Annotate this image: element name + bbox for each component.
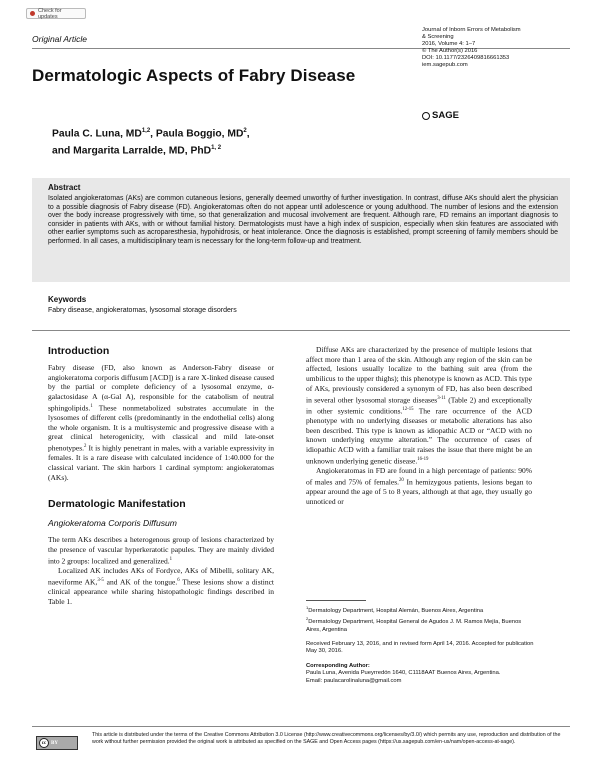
check-for-updates-badge[interactable] (26, 8, 86, 19)
update-icon (30, 11, 35, 16)
affiliation-2: $^2$Dermatology Department, Hospital General de Agudos J. M. Ramos Mejía, Buenos Aires, Argentina (306, 616, 522, 633)
journal-url[interactable]: iem.sagepub.com (422, 62, 468, 69)
corr-address: Paula Luna, Avenida Pueyrredón 1640, C1118AAT Buenos Aires, Argentina. (306, 670, 501, 677)
left-column (48, 345, 274, 606)
intro-paragraph: Fabry disease (FD, also known as Anderson-Fabry disease or angiokeratoma corporis diffusum [ACD]) is a rare X-linked disease caused by the partial or complete deficiency of a lysosomal enzyme, α-galactosidase A (α-Gal A), responsible for the catabolism of neutral sphingolipids.$^1$ These nonmetabolized substrates accumulate in the lysosomes of different cells (predominantly in the endothelial cells) along the whole organism. It is a multisystemic and progressive disease with a great clinical heterogenicity, with classical and mild late-onset phenotypes.$^2$ It is highly penetrant in males, with a variable expressivity in females. It is a rare disease with calculated incidence of 1:40.000 for the classical variant. The skin harbors 1 cardinal symptom: angiokeratomas (AKs). (48, 363, 274, 482)
manifest-heading: Dermatologic Manifestation (48, 498, 186, 511)
corr-email[interactable]: Email: paulacarolinaluna@gmail.com (306, 677, 402, 684)
footnote-rule (306, 600, 366, 601)
right-paragraph-1: Diffuse AKs are characterized by the presence of multiple lesions that affect more than 1 area of the skin. Although any region of the skin can be affected, lesions usually localize to the bathing suit area (from the umbilicus to the upper thighs); this phenotype is known as ACD. This type of AKs, previously considered a synonym of FD, has also been described in several other lysosomal storage diseases$^{3-11}$ (Table 2) and exceptionally in other systemic conditions.$^{12-15}$ The rare occurrence of the ACD phenotype with no underlying diseases or metabolic alterations has also been described. This type is known as idiopathic ACD or “ACD with no known underlying enzyme alteration.” The occurrence of cases of idiopathic ACD with a familiar trait raises the issue that there might be an unknown underlying genetic disease.$^{16-19}$ (306, 345, 532, 466)
journal-line: 2016, Volume 4: 1–7 (422, 41, 476, 48)
sage-logo-icon (422, 112, 430, 120)
journal-line: & Screening (422, 34, 454, 41)
article-type: Original Article (32, 34, 87, 44)
received-dates: Received February 13, 2016, and in revised form April 14, 2016. Accepted for publication May 30, 2016. (306, 641, 534, 655)
publisher-logo: SAGE (422, 110, 459, 121)
journal-line: Journal of Inborn Errors of Metabolism (422, 27, 521, 33)
manifest-subheading: Angiokeratoma Corporis Diffusum (48, 518, 177, 529)
intro-heading: Introduction (48, 345, 110, 357)
manifest-paragraph-2: Localized AK includes AKs of Fordyce, AKs of Mibelli, solitary AK, naeviforme AK,$^{3-5}$ and AK of the tongue.$^6$ These lesions show a distinct clinical appearance while sharing histopathologic findings described in Table 1. (48, 566, 275, 606)
abstract-heading: Abstract (48, 183, 81, 192)
license-text: This article is distributed under the terms of the Creative Commons Attribution 3.0 License (http://www.creativecommons.org/licenses/by/3.0/) which permits any use, reproduction and distribution of the work without further permission provided the original work is attributed as specified on the SAGE and Open Access pages (https://us.sagepub.com/en-us/nam/open-access-at-sage). (92, 732, 561, 745)
corr-heading: Corresponding Author: (306, 662, 370, 669)
manifest-paragraph-1: The term AKs describes a heterogenous group of lesions characterized by the presence of vascular hyperkeratotic papules. They are mainly divided into 2 groups: localized and generalized.$^1$ (48, 535, 274, 566)
journal-line: DOI: 10.1177/2326409816661353 (422, 55, 510, 62)
footnotes (306, 604, 536, 685)
author-list: Paula C. Luna, MD$^{1,2}$, Paula Boggio, $MD^2$, and Margarita Larralde, MD, PhD$^{1, 2}$ (52, 128, 250, 157)
license-rule (32, 726, 570, 727)
abstract-text: Isolated angiokeratomas (AKs) are common cutaneous lesions, generally deemed unworthy of further investigation. In contrast, diffuse AKs should alert the physician to a possible diagnosis of Fabry disease (FD). Angiokeratomas often do not appear until adolescence or young adulthood. The number of lesions and the extension over the body increase progressively with time, so that generalization and mucosal involvement are frequent. Although rare, FD remains an important diagnosis to consider in patients with AKs, with or without familial history. Dermatologists must have a high index of suspicion, especially when skin features are associated with other earlier symptoms such as acroparesthesia, hypohidrosis, or heat intolerance. Once the diagnosis is established, prompt screening of family members should be performed. In all cases, a multidisciplinary team is necessary for the long-term follow-up and treatment. (48, 195, 558, 245)
right-paragraph-2: Angiokeratomas in FD are found in a high percentage of patients: 90% of males and 75% of females.$^{20}$ In hemizygous patients, lesions began to appear around the age of 5 to 8 years, although at that age, they usually go unnoticed or (306, 465, 532, 506)
journal-info (422, 27, 572, 70)
right-column (306, 345, 532, 506)
page-title: Dermatologic Aspects of Fabry Disease (32, 66, 356, 85)
cc-license-badge[interactable]: cc BY (36, 736, 78, 750)
affiliation-1: $^1$Dermatology Department, Hospital Alemán, Buenos Aires, Argentina (306, 605, 484, 614)
journal-line: © The Author(s) 2016 (422, 48, 478, 55)
section-rule (32, 330, 570, 331)
badge-label: Check for updates (38, 7, 62, 20)
cc-icon: cc (39, 738, 49, 748)
keywords-heading: Keywords (48, 295, 87, 304)
keywords-text: Fabry disease, angiokeratomas, lysosomal storage disorders (48, 307, 237, 314)
